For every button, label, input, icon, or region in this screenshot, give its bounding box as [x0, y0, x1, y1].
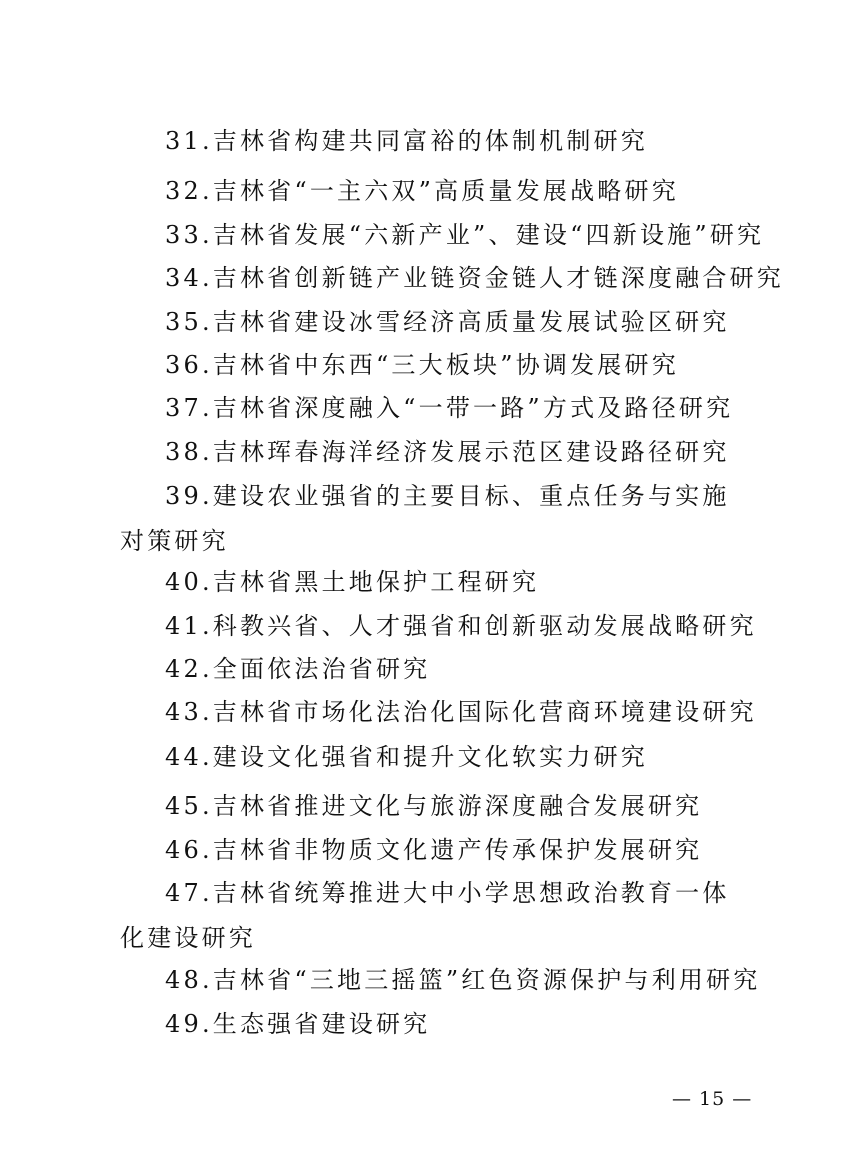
list-item-48: 48.吉林省“三地三摇篮”红色资源保护与利用研究 — [165, 966, 761, 994]
list-item-47: 47.吉林省统筹推进大中小学思想政治教育一体化建设研究 — [120, 879, 730, 952]
list-item-38: 38.吉林珲春海洋经济发展示范区建设路径研究 — [165, 438, 730, 466]
list-item-33: 33.吉林省发展“六新产业”、建设“四新设施”研究 — [165, 221, 765, 249]
list-item-32: 32.吉林省“一主六双”高质量发展战略研究 — [165, 177, 679, 205]
list-item-31: 31.吉林省构建共同富裕的体制机制研究 — [165, 127, 648, 155]
list-item-39: 39.建设农业强省的主要目标、重点任务与实施对策研究 — [120, 482, 730, 555]
list-item-49: 49.生态强省建设研究 — [165, 1010, 431, 1038]
list-item-44: 44.建设文化强省和提升文化软实力研究 — [165, 743, 648, 771]
list-item-42: 42.全面依法治省研究 — [165, 655, 431, 683]
list-item-46: 46.吉林省非物质文化遗产传承保护发展研究 — [165, 836, 703, 864]
list-item-45: 45.吉林省推进文化与旅游深度融合发展研究 — [165, 792, 703, 820]
list-item-40: 40.吉林省黑土地保护工程研究 — [165, 568, 540, 596]
list-item-37: 37.吉林省深度融入“一带一路”方式及路径研究 — [165, 394, 734, 422]
page-number: — 15 — — [672, 1088, 753, 1110]
list-item-43: 43.吉林省市场化法治化国际化营商环境建设研究 — [165, 698, 757, 726]
list-item-35: 35.吉林省建设冰雪经济高质量发展试验区研究 — [165, 308, 730, 336]
list-item-41: 41.科教兴省、人才强省和创新驱动发展战略研究 — [165, 612, 757, 640]
list-item-36: 36.吉林省中东西“三大板块”协调发展研究 — [165, 351, 679, 379]
list-item-34: 34.吉林省创新链产业链资金链人才链深度融合研究 — [165, 264, 784, 292]
